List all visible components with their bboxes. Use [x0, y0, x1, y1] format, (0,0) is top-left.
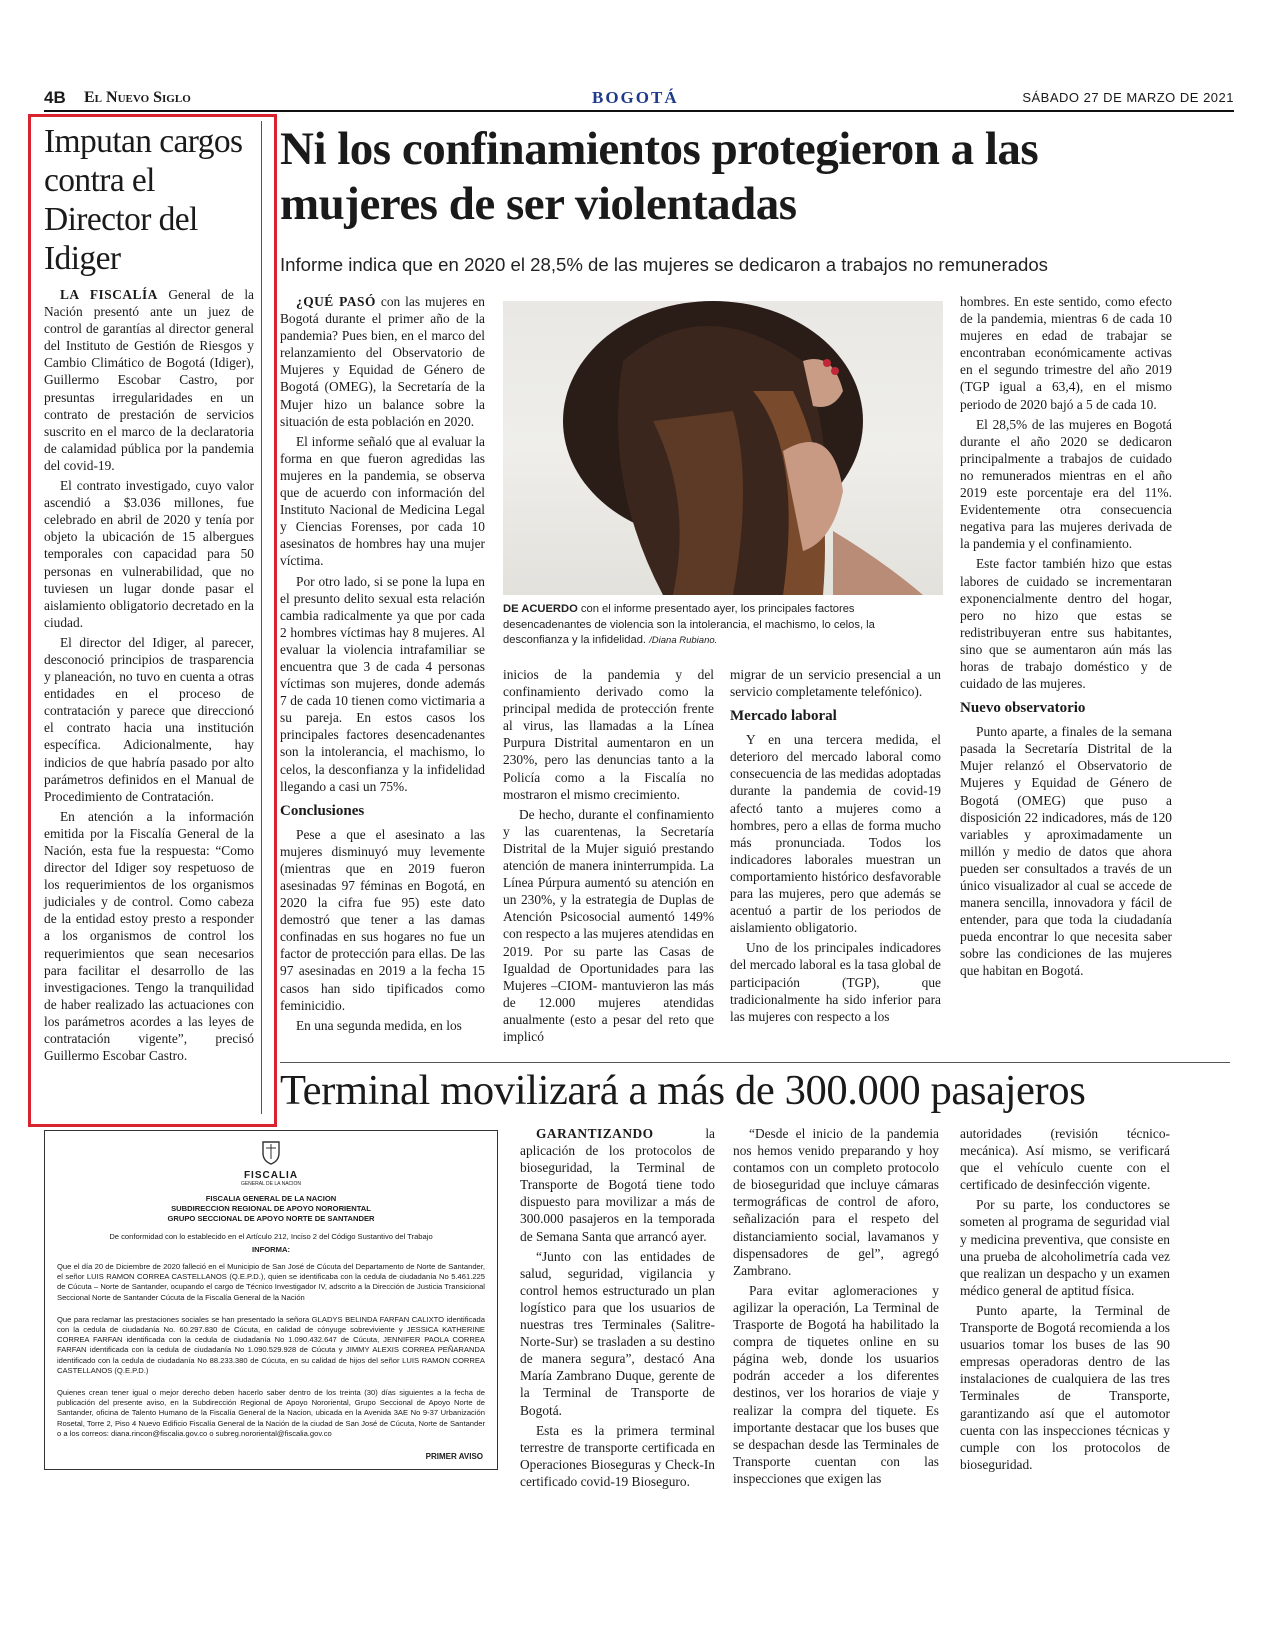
section-rule — [280, 1062, 1230, 1063]
newspaper-name: El Nuevo Siglo — [84, 89, 191, 106]
sidebar-paragraph: LA FISCALÍA General de la Nación presentó ante un juez de control de garantías al director general del Instituto de Gestión de Riesgos y Cambio Climático de Bogotá (Idiger), Guillermo Escobar Castro, por presuntas irregularidades en un contrato de prestación de servicios suscrito en el marco de la declaratoria de calamidad pública por la pandemia del covid-19. — [44, 287, 254, 473]
terminal-paragraph: “Junto con las entidades de salud, seguridad, vigilancia y control hemos estructurado un plan logístico para que los usuarios de nuestras tres Terminales (Salitre-Norte-Sur) se trasladen a su destino de manera segura”, destacó Ana María Zambrano Duque, gerente de la Terminal de Transporte de Bogotá. — [520, 1248, 715, 1418]
terminal-paragraph: Punto aparte, la Terminal de Transporte de Bogotá recomienda a los usuarios tomar los buses de las 90 empresas operadoras dentro de las instalaciones de cualquiera de las tres Terminales de Transporte, garantizando así que el automotor cuenta con las inspecciones técnicas y cumple con los protocolos de bioseguridad. — [960, 1302, 1170, 1472]
subhead-nuevo-observatorio: Nuevo observatorio — [960, 700, 1086, 717]
terminal-paragraph: Esta es la primera terminal terrestre de transporte certificada en Operaciones Bioseguras y Check-In certificado covid-19 Bioseguro. — [520, 1422, 715, 1489]
notice-informa: INFORMA: — [252, 1245, 290, 1254]
sidebar-headline: Imputan cargos contra el Director del Idiger — [44, 123, 243, 277]
story-photo — [503, 301, 943, 595]
sidebar-paragraph: El contrato investigado, cuyo valor ascendió a $3.036 millones, fue celebrado en abril de 2020 y tenía por objeto la ubicación de 15 albergues temporales con capacidad para 50 personas en vulnerabilidad, que no tuviesen un lugar donde pasar el aislamiento obligatorio decretado en la ciudad. — [44, 478, 254, 630]
terminal-lead: GARANTIZANDO — [536, 1126, 654, 1141]
main-headline: Ni los confinamientos protegieron a las mujeres de ser violentadas — [280, 123, 1039, 230]
main-col-4 — [960, 293, 1172, 983]
sidebar-lead: LA FISCALÍA — [60, 287, 158, 302]
section-label: BOGOTÁ — [592, 88, 679, 107]
page-number: 4B — [44, 88, 66, 107]
terminal-paragraph: “Desde el inicio de la pandemia nos hemos venido preparando y hoy contamos con un completo protocolo de bioseguridad que incluye cámaras termográficas de control de aforo, señalización para el respeto del distanciamiento social, lavamanos y dispensadores de gel”, agregó Zambrano. — [733, 1126, 939, 1278]
photo-caption — [503, 602, 943, 649]
main-lead: ¿QUÉ PASÓ — [296, 294, 376, 309]
caption-lead: DE ACUERDO — [503, 603, 578, 615]
subhead-mercado-laboral: Mercado laboral — [730, 708, 837, 725]
main-paragraph: En una segunda medida, en los — [296, 1017, 462, 1033]
notice-paragraph: Que el día 20 de Diciembre de 2020 falleció en el Municipio de San José de Cúcuta del Departamento de Norte de Santander, el señor LUIS RAMON CORREA CASTELLANOS (Q.E.P.D.), quien se identificaba con la cedula de ciudadanía No 5.461.225 de Cúcuta – Norte de Santander, ocupando el cargo de Técnico Investigador IV, adscrito a la Dirección de Justicia Transicional Seccional Norte de Santander Cúcuta de la Fiscalía General de la Nación — [57, 1262, 485, 1302]
main-paragraph: Uno de los principales indicadores del mercado laboral es la tasa global de participación (TGP), que tradicionalmente ha sido inferior para las mujeres con respecto a los — [730, 940, 941, 1024]
sidebar-paragraph: El director del Idiger, al parecer, desconoció principios de trasparencia y planeación, no tuvo en cuenta a otras entidades en el proceso de contratación y parece que direccionó el contrato hacia una institución específica. Adicionalmente, hay indicios de que habría pasado por alto parámetros definidos en el Manual de Procedimiento de Contratación. — [44, 634, 254, 804]
subhead-conclusiones: Conclusiones — [280, 802, 365, 819]
terminal-paragraph: Por su parte, los conductores se someten al programa de seguridad vial y medicina preventiva, que consiste en una prueba de alcoholimetría cada vez que realizan un despacho y un examen médico general de aptitud física. — [960, 1197, 1170, 1298]
terminal-paragraph: autoridades (revisión técnico-mecánica). Así mismo, se verificará que el vehículo cuente con el certificado de desinfección vigente. — [960, 1126, 1170, 1193]
notice-intro: De conformidad con lo establecido en el Artículo 212, Inciso 2 del Código Sustantivo del Trabajo — [109, 1232, 433, 1241]
woman-covering-face-photo — [503, 301, 943, 595]
sidebar-story — [44, 122, 254, 1067]
main-paragraph: Y en una tercera medida, el deterioro del mercado laboral como consecuencia de las medidas adoptadas durante la pandemia de covid-19 afectó tanto a mujeres como a hombres, pero a ellas de forma mucho más pronunciada. Todos los indicadores laborales muestran un comportamiento histórico desfavorable para las mujeres, pero que además se acentuó a partir de los periodos de aislamiento obligatorio. — [730, 732, 941, 936]
photo-credit: /Diana Rubiano. — [649, 635, 718, 646]
header-rule — [44, 110, 1234, 112]
main-paragraph: El 28,5% de las mujeres en Bogotá durante el año 2020 se dedicaron principalmente a trabajos de cuidado no remunerados mientras en el año 2019 este porcentaje era del 11%. Evidentemente otra consecuencia negativa para las mujeres derivada de la pandemia y el confinamiento. — [960, 416, 1172, 552]
main-paragraph: El informe señaló que al evaluar la forma en que fueron agredidas las mujeres en la pandemia, se observa que de acuerdo con información del Instituto Nacional de Medicina Legal y Ciencias Forenses, por cada 10 asesinatos de hombres hay una mujer víctima. — [280, 433, 485, 569]
main-paragraph: De hecho, durante el confinamiento y las cuarentenas, la Secretaría Distrital de la Mujer siguió prestando atención de manera ininterrumpida. La Línea Púrpura aumentó su atención en un 230%, y la estrategia de Duplas de Atención Psicosocial aumentó 149% con respecto a las mujeres atendidas en 2019. Por su parte las Casas de Igualdad de Oportunidades para las Mujeres –CIOM- mantuvieron las más de 12.000 mujeres atendidas anualmente (esto a pesar del reto que implicó — [503, 806, 714, 1044]
terminal-col-2 — [733, 1125, 939, 1490]
legal-notice — [44, 1130, 498, 1470]
main-col-1 — [280, 293, 485, 1037]
notice-footer: PRIMER AVISO — [425, 1452, 483, 1461]
main-paragraph: inicios de la pandemia y del confinamiento derivado como la principal medida de protección frente al virus, las llamadas a la Línea Purpura Distrital aumentaron en un 230%, pero las denuncias tanto a la Policía como a la Fiscalía no mostraron el mismo crecimiento. — [503, 667, 714, 802]
logo-subtext: GENERAL DE LA NACION — [240, 1181, 302, 1187]
caption-text: con el informe presentado ayer, los principales factores desencadenantes de violencia son la intolerancia, el machismo, lo celos, la desconfianza y la infidelidad. — [503, 603, 875, 646]
main-col-2 — [503, 666, 714, 1048]
issue-date: SÁBADO 27 DE MARZO DE 2021 — [1022, 90, 1234, 105]
notice-heading: FISCALIA GENERAL DE LA NACION SUBDIRECCION REGIONAL DE APOYO NORORIENTAL GRUPO SECCIONAL DE APOYO NORTE DE SANTANDER — [167, 1194, 375, 1223]
main-paragraph: hombres. En este sentido, como efecto de la pandemia, mientras 6 de cada 10 mujeres en edad de trabajar se encontraban económicamente activas en el segundo trimestre del año 2019 (TGP igual a 63,4), en el mismo periodo de 2020 bajó a 5 de cada 10. — [960, 294, 1172, 412]
coat-of-arms-icon — [260, 1139, 282, 1165]
fiscalia-logo — [57, 1139, 485, 1188]
sidebar-paragraph: En atención a la información emitida por la Fiscalía General de la Nación, esta fue la respuesta: “Como director del Idiger soy respetuoso de los requerimientos de los organismos judiciales y de control. Como cabeza de la entidad estoy presto a responder a los organismos de control los requerimientos que sean necesarios para facilitar el desarrollo de las investigaciones. Tengo la tranquilidad de haber realizado las actuaciones con los parámetros acordes a las leyes de contratación vigente”, precisó Guillermo Escobar Castro. — [44, 808, 254, 1064]
main-paragraph: Punto aparte, a finales de la semana pasada la Secretaría Distrital de la Mujer relanzó el Observatorio de Mujeres y Equidad de Género de Bogotá (OMEG) que puso a disposición 22 indicadores, más de 120 variables y aproximadamente un millón y medio de datos que ahora pueden ser consultados a través de un único visualizador al cual se accede de manera sencilla, innovadora y fácil de entender, para que toda la ciudadanía pueda encontrar lo que necesita saber sobre las condiciones de las mujeres que habitan en Bogotá. — [960, 724, 1172, 979]
terminal-col-3 — [960, 1125, 1170, 1476]
notice-paragraph: Que para reclamar las prestaciones sociales se han presentado la señora GLADYS BELINDA FARFAN CALIXTO identificada con la cedula de ciudadanía No. 60.297.830 de Cúcuta, en calidad de cónyuge sobreviviente y JESSICA KATHERINE CORREA FARFAN identificada con la cedula de ciudadanía No 1.090.432.647 de Cúcuta, JENNIFER PAOLA CORREA FARFAN identificada con la cedula de ciudadanía No 1.090.529.928 de Cúcuta y JIMMY ALEXIS CORREA PEÑARANDA identificado con la cedula de ciudadanía No 88.233.380 de Cúcuta, en su calidad de hijos del señor LUIS RAMON CORREA CASTELLANOS (Q.E.P.D.) — [57, 1314, 485, 1375]
main-paragraph: Por otro lado, si se pone la lupa en el presunto delito sexual esta relación cambia radicalmente ya que por cada 2 hombres víctimas hay 8 mujeres. Al evaluar la violencia intrafamiliar se encuentra que 3 de cada 4 personas víctimas son mujeres, donde además 7 de cada 10 tienen como victimaria a su pareja. En estos casos los principales factores desencadenantes son la intolerancia, el machismo, lo celos, la desconfianza y la infidelidad llegando a casi un 75%. — [280, 573, 485, 794]
page-header — [44, 88, 1234, 110]
terminal-headline: Terminal movilizará a más de 300.000 pasajeros — [280, 1067, 1086, 1114]
main-paragraph: migrar de un servicio presencial a un servicio completamente telefónico). — [730, 667, 941, 700]
notice-paragraph: Quienes crean tener igual o mejor derecho deben hacerlo saber dentro de los treinta (30) días siguientes a la fecha de publicación del presente aviso, en la Subdirección Regional de Apoyo Nororiental, Grupo Seccional de Apoyo Norte de Santander, oficina de Talento Humano de la Fiscalía General de la Nacion, ubicada en la Avenida 3AE No 9-37 Urbanización Rosetal, Torre 2, Piso 4 Nuevo Edificio Fiscalía General de la Nación de la ciudad de San José de Cúcuta, Norte de Santander o a los correos: diana.rincon@fiscalia.gov.co o subreg.nororiental@fiscalia.gov.co — [57, 1388, 485, 1438]
sidebar-rule — [261, 121, 262, 1114]
main-col-3 — [730, 666, 941, 1028]
terminal-paragraph: Para evitar aglomeraciones y agilizar la operación, La Terminal de Trasporte de Bogotá ha habilitado la compra de tiquetes online en su página web, donde los usuarios podrán acceder a los diferentes destinos, ver los horarios de viaje y realizar la compra del tiquete. Es importante destacar que los buses que se despachan desde las Terminales de Transporte cuentan con las inspecciones que exigen las — [733, 1282, 939, 1486]
main-paragraph: ¿QUÉ PASÓ con las mujeres en Bogotá durante el primer año de la pandemia? Pues bien, en el marco del relanzamiento del Observatorio de Mujeres y Equidad de Género de Bogotá (OMEG), la Secretaría de la Mujer hizo un balance sobre la situación de esta población en 2020. — [280, 294, 485, 429]
main-subhead: Informe indica que en 2020 el 28,5% de las mujeres se dedicaron a trabajos no remunerados — [280, 254, 1048, 275]
main-paragraph: Este factor también hizo que estas labores de cuidado se incrementaran exponencialmente dentro del hogar, pero no hizo que estas se redistribuyeran entre sus habitantes, sino que se aumentaron aún más las horas de trabajo doméstico y de cuidado de las mujeres. — [960, 556, 1172, 692]
logo-text: FISCALIA — [243, 1170, 299, 1181]
terminal-col-1 — [520, 1125, 715, 1493]
main-paragraph: Pese a que el asesinato a las mujeres disminuyó muy levemente (mientras que en 2019 fueron asesinadas 97 féminas en Bogotá, en 2020 la cifra fue 95) este dato demostró que tener a las damas confinadas en sus hogares no fue un factor de protección para ellas. De las 97 asesinadas en 2019 a la fecha 15 casos han sido tipificados como feminicidio. — [280, 826, 485, 1013]
terminal-paragraph: GARANTIZANDO la aplicación de los protocolos de bioseguridad, la Terminal de Transporte de Bogotá tiene todo dispuesto para movilizar a más de 300.000 pasajeros en la temporada de Semana Santa que arrancó ayer. — [520, 1126, 715, 1244]
